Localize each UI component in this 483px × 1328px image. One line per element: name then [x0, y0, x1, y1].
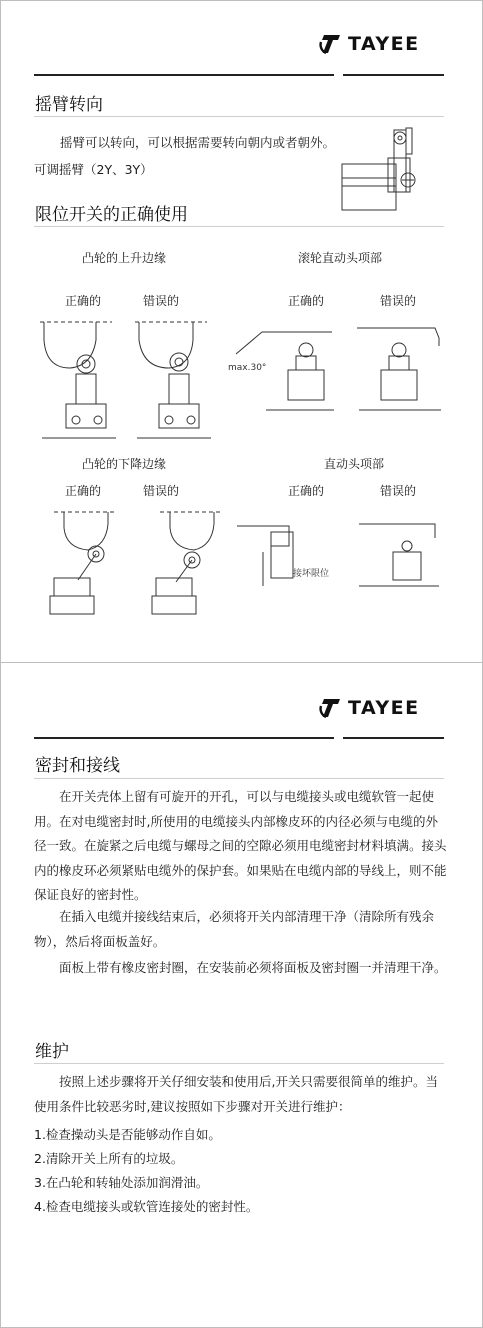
section-title-sealing-wiring: 密封和接线 — [35, 756, 120, 776]
rocker-arm-text-line1: 摇臂可以转向，可以根据需要转向朝内或者朝外。 — [60, 135, 336, 150]
angle-label: max.30° — [228, 363, 267, 373]
header-rule-right — [343, 74, 444, 76]
maintenance-item: 1.检查操动头是否能够动作自如。 — [34, 1127, 221, 1142]
section-title-rocker-arm: 摇臂转向 — [35, 95, 103, 115]
logo-text: TAYEE — [348, 697, 420, 719]
sealing-paragraph-1: 在开关壳体上留有可旋开的开孔，可以与电缆接头或电缆软管一起使用。在对电缆密封时,所使用的电缆接头内部橡皮环的内径必须与电缆的外径一致。在旋紧之后电缆与螺母之间的空隙必须用电缆密封材料填满。接头内的橡皮环必须紧贴电缆外的保护套。如果贴在电缆内部的导线上，则不能保证良好的密封性。 — [34, 789, 447, 903]
rocker-arm-text-line2: 可调摇臂（2Y、3Y） — [34, 162, 153, 177]
maintenance-item: 3.在凸轮和转轴处添加润滑油。 — [34, 1175, 209, 1190]
plunger-title: 直动头项部 — [324, 457, 385, 471]
section-underline — [34, 1063, 444, 1064]
tayee-logo-icon — [318, 33, 344, 55]
cam-falling-wrong-figure — [150, 508, 230, 616]
cam-falling-edge-title: 凸轮的下降边缘 — [82, 457, 167, 471]
cam-falling-correct-figure — [40, 508, 120, 616]
cam-rising-correct-figure — [40, 318, 120, 440]
brand-logo — [318, 697, 420, 719]
cam-rising-edge-title: 凸轮的上升边缘 — [82, 251, 167, 265]
tayee-logo-icon — [318, 697, 344, 719]
maintenance-intro: 按照上述步骤将开关仔细安装和使用后,开关只需要很简单的维护。当使用条件比较恶劣时,建议按照如下步骤对开关进行维护： — [34, 1074, 438, 1114]
label-correct: 正确的 — [65, 484, 102, 498]
label-correct: 正确的 — [288, 484, 325, 498]
header-rule-left — [34, 737, 334, 739]
label-wrong: 错误的 — [143, 484, 180, 498]
section-underline — [34, 226, 444, 227]
section-underline — [34, 116, 444, 117]
section-title-correct-use: 限位开关的正确使用 — [35, 205, 188, 225]
label-wrong: 错误的 — [143, 294, 180, 308]
adjustable-rocker-arm-figure — [340, 124, 440, 214]
label-correct: 正确的 — [288, 294, 325, 308]
brand-logo — [318, 33, 420, 55]
logo-text: TAYEE — [348, 33, 420, 55]
maintenance-item: 2.清除开关上所有的垃圾。 — [34, 1151, 184, 1166]
roller-plunger-correct-figure — [226, 318, 336, 414]
roller-plunger-title: 滚轮直动头项部 — [298, 251, 383, 265]
plunger-correct-figure — [233, 522, 343, 592]
roller-plunger-wrong-figure — [355, 318, 445, 414]
header-rule-right — [343, 737, 444, 739]
cam-rising-wrong-figure — [135, 318, 215, 440]
label-wrong: 错误的 — [380, 484, 417, 498]
stroke-limit-label: 接坏限位 — [293, 569, 330, 579]
section-underline — [34, 778, 444, 779]
page-divider — [0, 662, 483, 663]
header-rule-left — [34, 74, 334, 76]
sealing-paragraph-2: 在插入电缆并接线结束后，必须将开关内部清理干净（清除所有残余物），然后将面板盖好。 — [34, 909, 435, 949]
section-title-maintenance: 维护 — [35, 1042, 69, 1062]
sealing-paragraph-3: 面板上带有橡皮密封圈，在安装前必须将面板及密封圈一并清理干净。 — [59, 960, 447, 975]
label-correct: 正确的 — [65, 294, 102, 308]
maintenance-item: 4.检查电缆接头或软管连接处的密封性。 — [34, 1199, 259, 1214]
label-wrong: 错误的 — [380, 294, 417, 308]
plunger-wrong-figure — [355, 520, 443, 592]
